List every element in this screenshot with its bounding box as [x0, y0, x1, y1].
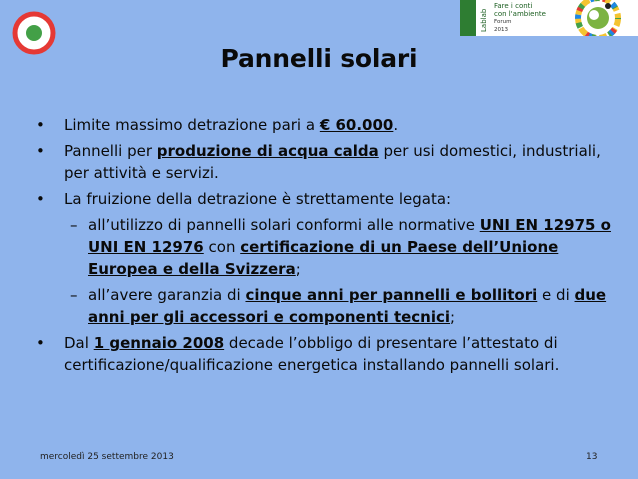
banner-green-tab — [460, 0, 476, 36]
sub-bullet-text: all’avere garanzia di — [88, 286, 246, 304]
bullet-text: Pannelli per — [64, 142, 157, 160]
sub-bullet-highlight: due anni per gli accessori e componenti tecnici — [88, 286, 607, 326]
bullet-text: Limite massimo detrazione pari a — [64, 116, 320, 134]
bullet-text: decade l’obbligo di presentare l’attestato di certificazione/qualificazione energetica installando pannelli solari. — [64, 334, 560, 374]
footer-page-number: 13 — [586, 452, 598, 462]
bullet-item — [36, 188, 616, 210]
sub-bullet-text: ; — [450, 308, 456, 326]
banner-tagline — [494, 2, 554, 34]
bullet-highlight: 1 gennaio 2008 — [93, 334, 225, 352]
sub-bullet-text: e di — [537, 286, 575, 304]
slide-content — [36, 114, 616, 380]
dash-glyph: – — [70, 216, 78, 234]
banner-tagline-line3: Forum — [494, 19, 512, 25]
bullet-item — [36, 140, 616, 184]
colorful-wheel-icon — [554, 0, 638, 36]
banner-brand: Lablab — [480, 8, 488, 32]
bullet-text: . — [393, 116, 399, 134]
bullet-glyph: • — [36, 116, 45, 134]
sub-bullet-item — [36, 214, 616, 280]
sub-bullet-text: ; — [295, 260, 301, 278]
bullet-highlight: € 60.000 — [319, 116, 394, 134]
bullet-text: Dal — [64, 334, 94, 352]
bullet-text: La fruizione della detrazione è strettamente legata: — [64, 190, 452, 208]
bullet-text: per usi domestici, industriali, per attività e servizi. — [64, 142, 601, 182]
sub-bullet-highlight: cinque anni per pannelli e bollitori — [245, 286, 538, 304]
event-banner — [460, 0, 638, 36]
bullet-item — [36, 114, 616, 136]
sub-bullet-text: con — [203, 238, 241, 256]
sub-bullet-highlight: UNI EN 12975 o UNI EN 12976 — [88, 216, 611, 256]
slide-title: Pannelli solari — [220, 44, 418, 73]
bullet-item — [36, 332, 616, 376]
bullet-glyph: • — [36, 142, 45, 160]
sub-bullet-item — [36, 284, 616, 328]
dash-glyph: – — [70, 286, 78, 304]
banner-tagline-line4: 2013 — [494, 27, 508, 33]
bullet-highlight: produzione di acqua calda — [156, 142, 379, 160]
bullet-glyph: • — [36, 190, 45, 208]
footer-date: mercoledì 25 settembre 2013 — [40, 452, 174, 462]
bullet-glyph: • — [36, 334, 45, 352]
banner-tagline-line1: Fare i conti — [494, 2, 533, 10]
sub-bullet-highlight: certificazione di un Paese dell’Unione Europea e della Svizzera — [88, 238, 559, 278]
sub-bullet-text: all’utilizzo di pannelli solari conformi alle normative — [88, 216, 480, 234]
banner-tagline-line2: con l'ambiente — [494, 10, 546, 18]
